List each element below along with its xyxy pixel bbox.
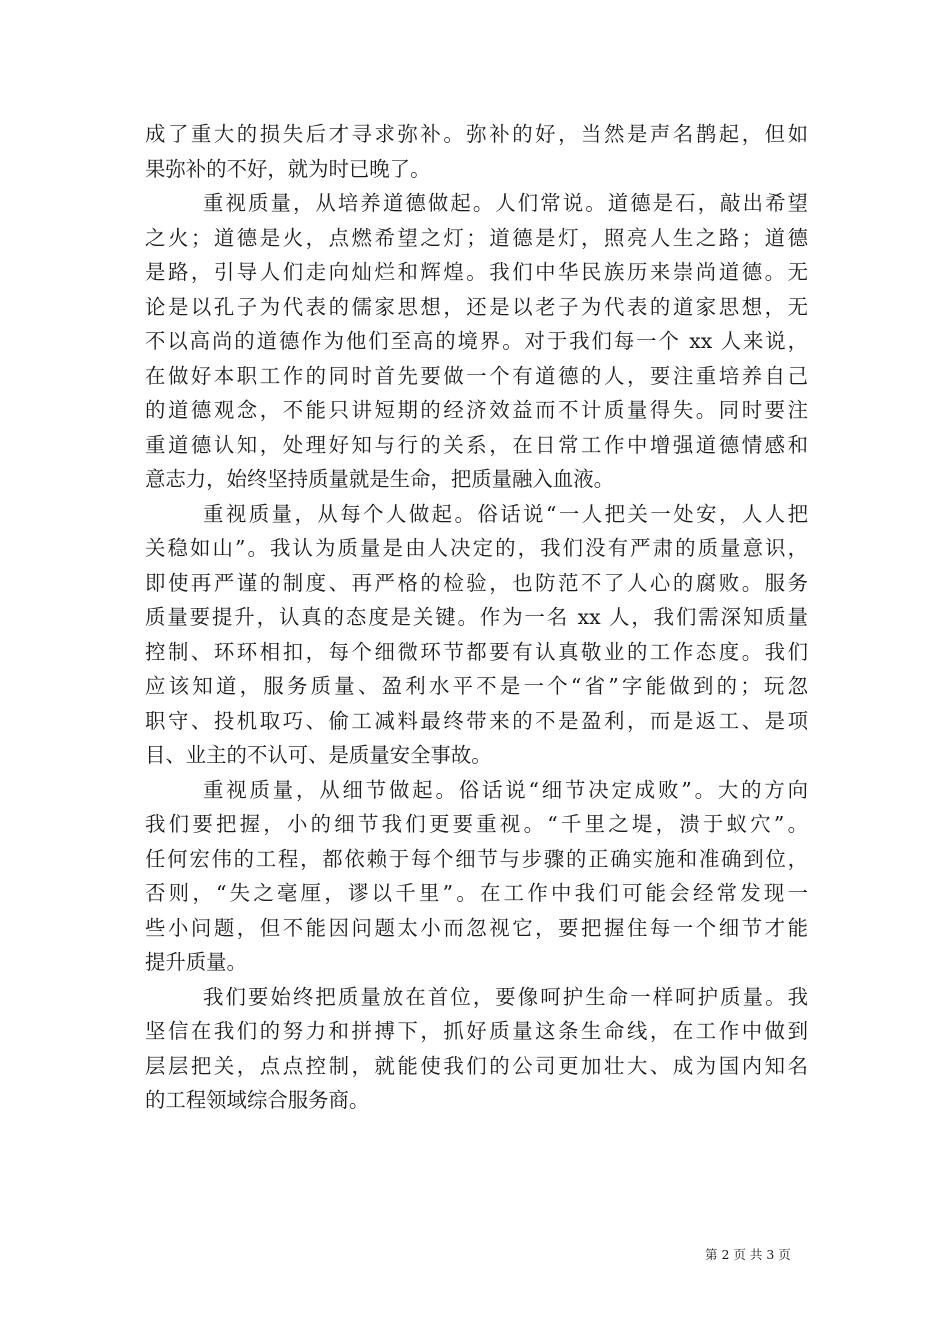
text-line: 重视质量，从培养道德做起。人们常说。道德是石，敲出希望 (203, 191, 808, 215)
document-body (145, 117, 808, 1118)
text-line: 层层把关，点点控制，就能使我们的公司更加壮大、成为国内知名 (145, 1053, 808, 1078)
text-line: 重视质量，从细节做起。俗话说“细节决定成败”。大的方向 (203, 777, 808, 802)
text-line: 提升质量。 (145, 950, 247, 974)
text-line: 重视质量，从每个人做起。俗话说“一人把关一处安，人人把 (203, 501, 808, 526)
text-line: 意志力，始终坚持质量就是生命，把质量融入血液。 (145, 467, 614, 491)
text-line: 的工程领域综合服务商。 (145, 1088, 370, 1112)
text-line: 成了重大的损失后才寻求弥补。弥补的好，当然是声名鹊起，但如 (145, 122, 808, 146)
page-number-footer: 第 2 页 共 3 页 (705, 1247, 791, 1262)
paragraph (145, 773, 808, 980)
text-line: 即使再严谨的制度、再严格的检验，也防范不了人心的腐败。服务 (145, 570, 808, 595)
text-line: 质量要提升，认真的态度是关键。作为一名 xx 人，我们需深知质量 (145, 605, 808, 629)
text-line: 在做好本职工作的同时首先要做一个有道德的人，要注重培养自己 (145, 363, 808, 388)
paragraph (145, 117, 808, 186)
text-line: 坚信在我们的努力和拼搏下，抓好质量这条生命线，在工作中做到 (145, 1019, 808, 1043)
text-line: 不以高尚的道德作为他们至高的境界。对于我们每一个 xx 人来说， (145, 329, 808, 353)
text-line: 目、业主的不认可、是质量安全事故。 (145, 743, 492, 767)
text-line: 重道德认知，处理好知与行的关系，在日常工作中增强道德情感和 (145, 432, 808, 457)
text-line: 我们要把握，小的细节我们更要重视。“千里之堤，溃于蚁穴”。 (145, 812, 808, 836)
text-line: 论是以孔子为代表的儒家思想，还是以老子为代表的道家思想，无 (145, 294, 808, 319)
text-line: 些小问题，但不能因问题太小而忽视它，要把握住每一个细节才能 (145, 915, 808, 940)
text-line: 是路，引导人们走向灿烂和辉煌。我们中华民族历来崇尚道德。无 (145, 260, 808, 284)
text-line: 果弥补的不好，就为时已晚了。 (145, 156, 431, 181)
text-line: 任何宏伟的工程，都依赖于每个细节与步骤的正确实施和准确到位， (145, 846, 808, 871)
text-line: 我们要始终把质量放在首位，要像呵护生命一样呵护质量。我 (203, 984, 808, 1009)
text-line: 应该知道，服务质量、盈利水平不是一个“省”字能做到的；玩忽 (145, 674, 808, 698)
text-line: 控制、环环相扣，每个细微环节都要有认真敬业的工作态度。我们 (145, 639, 808, 664)
text-line: 职守、投机取巧、偷工减料最终带来的不是盈利，而是返工、是项 (145, 708, 808, 733)
text-line: 的道德观念，不能只讲短期的经济效益而不计质量得失。同时要注 (145, 398, 808, 422)
text-line: 之火；道德是火，点燃希望之灯；道德是灯，照亮人生之路；道德 (145, 225, 808, 250)
paragraph (145, 497, 808, 773)
paragraph (145, 980, 808, 1118)
text-line: 关稳如山”。我认为质量是由人决定的，我们没有严肃的质量意识， (145, 536, 808, 560)
paragraph (145, 186, 808, 497)
text-line: 否则，“失之毫厘，谬以千里”。在工作中我们可能会经常发现一 (145, 881, 808, 905)
